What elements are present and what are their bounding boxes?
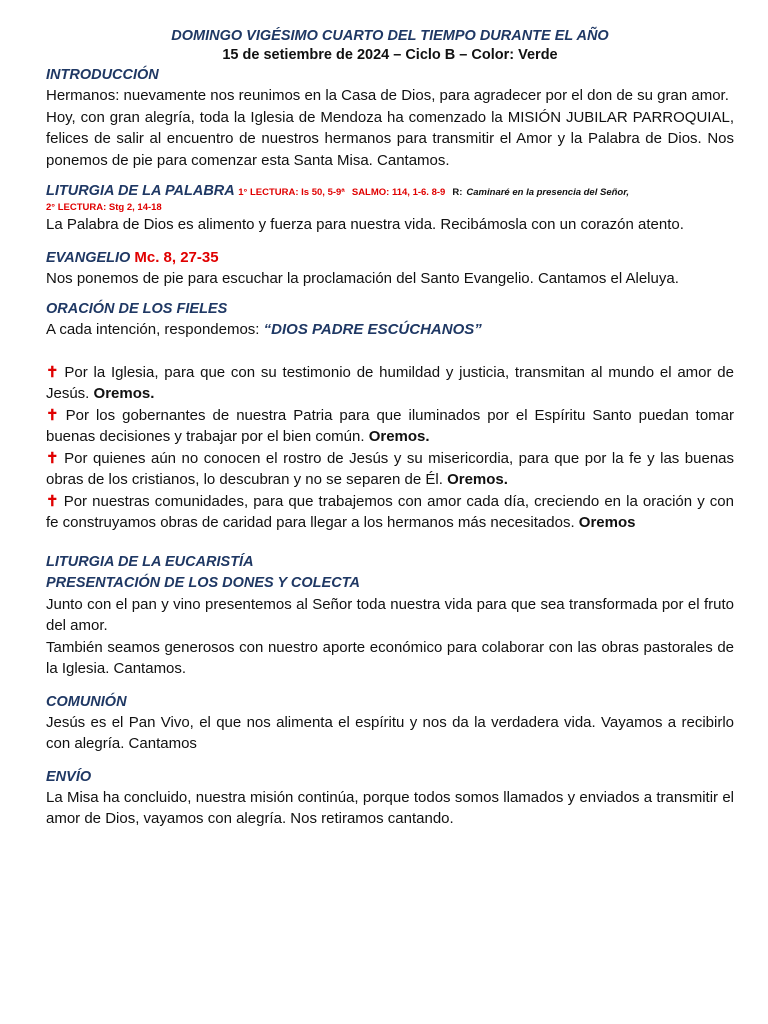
oracion-intro (46, 319, 734, 341)
evangelio-title: EVANGELIO (46, 249, 131, 266)
prayer-item-text: Por los gobernantes de nuestra Patria para que iluminados por el Espíritu Santo puedan tomar buenas decisiones y trabajar por el bien común. (46, 406, 735, 445)
evangelio-paragraph: Nos ponemos de pie para escuchar la proclamación del Santo Evangelio. Cantamos el Aleluya. (46, 269, 679, 287)
prayer-item-text: Por nuestras comunidades, para que trabajemos con amor cada día, creciendo en la oración y con fe construyamos obras de caridad para llegar a los hermanos más necesitados. (46, 492, 734, 531)
cross-icon: ✝ (46, 449, 59, 467)
prayer-item-text: Por quienes aún no conocen el rostro de Jesús y su misericordia, para que por la fe y las buenas obras de los cristianos, lo descubran y no se separen de Él. (46, 449, 735, 488)
section-heading-evangelio (46, 248, 734, 268)
prayer-item-close: Oremos. (368, 428, 430, 445)
prayer-item (46, 362, 734, 405)
evangelio-ref: Mc. 8, 27-35 (134, 248, 219, 266)
prayer-item (46, 491, 734, 534)
page-title: DOMINGO VIGÉSIMO CUARTO DEL TIEMPO DURANTE EL AÑO (171, 28, 609, 44)
prayer-item-close: Oremos. (93, 385, 155, 402)
envio-paragraph: La Misa ha concluido, nuestra misión continúa, porque todos somos llamados y enviados a transmitir el amor de Dios, vayamos con alegría. Nos retiramos cantando. (46, 788, 734, 827)
eucaristia-paragraph-2: También seamos generosos con nuestro aporte económico para colaborar con las obras pastorales de la Iglesia. Cantamos. (46, 638, 734, 677)
intro-paragraph-1: Hermanos: nuevamente nos reunimos en la Casa de Dios, para agradecer por el don de su gran amor. (46, 87, 729, 104)
oracion-response: “DIOS PADRE ESCÚCHANOS” (263, 321, 482, 338)
prayer-item-close: Oremos. (447, 471, 508, 488)
cross-icon: ✝ (46, 492, 59, 510)
section-heading-envio: ENVÍO (46, 768, 92, 785)
section-heading-liturgia-palabra (46, 183, 734, 201)
page-subtitle: 15 de setiembre de 2024 – Ciclo B – Color: Verde (222, 47, 558, 63)
section-heading-oracion: ORACIÓN DE LOS FIELES (46, 301, 228, 317)
respuesta-salmo: Caminaré en la presencia del Señor, (466, 187, 630, 198)
salmo: SALMO: 114, 1-6. 8-9 (351, 187, 446, 198)
prayer-item-close: Oremos (578, 514, 636, 531)
section-heading-eucaristia: LITURGIA DE LA EUCARISTÍA (46, 553, 254, 570)
oracion-intro-text: A cada intención, respondemos: (46, 321, 260, 338)
comunion-paragraph: Jesús es el Pan Vivo, el que nos alimenta el espíritu y nos da la verdadera vida. Vayamos a recibirlo con alegría. Cantamos (46, 713, 734, 752)
lectura-2: 2° LECTURA: Stg 2, 14-18 (46, 202, 162, 213)
cross-icon: ✝ (46, 363, 59, 381)
liturgia-palabra-title: LITURGIA DE LA PALABRA (46, 183, 235, 199)
eucaristia-paragraph-1: Junto con el pan y vino presentemos al Señor toda nuestra vida para que sea transformada por el fruto del amor. (46, 595, 734, 634)
respuesta-label: R: (452, 187, 463, 198)
intro-paragraph-2: Hoy, con gran alegría, toda la Iglesia de Mendoza ha comenzado la MISIÓN JUBILAR PARROQUIAL, felices de salir al encuentro de nuestros hermanos para transmitir el Amor y la Palabra de Dios. Nos ponemos de pie para comenzar esta Santa Misa. Cantamos. (46, 108, 734, 169)
prayer-item (46, 405, 734, 448)
liturgia-palabra-paragraph: La Palabra de Dios es alimento y fuerza para nuestra vida. Recibámosla con un corazón atento. (46, 216, 684, 233)
lectura-1: 1° LECTURA: Is 50, 5-9ª (238, 187, 345, 198)
section-heading-introduccion: INTRODUCCIÓN (46, 67, 159, 83)
section-heading-comunion: COMUNIÓN (46, 693, 127, 710)
cross-icon: ✝ (46, 406, 59, 424)
section-subheading-presentacion: PRESENTACIÓN DE LOS DONES Y COLECTA (46, 574, 360, 591)
prayer-item (46, 448, 734, 491)
prayer-item-text: Por la Iglesia, para que con su testimonio de humildad y justicia, transmitan al mundo el amor de Jesús. (46, 363, 734, 402)
